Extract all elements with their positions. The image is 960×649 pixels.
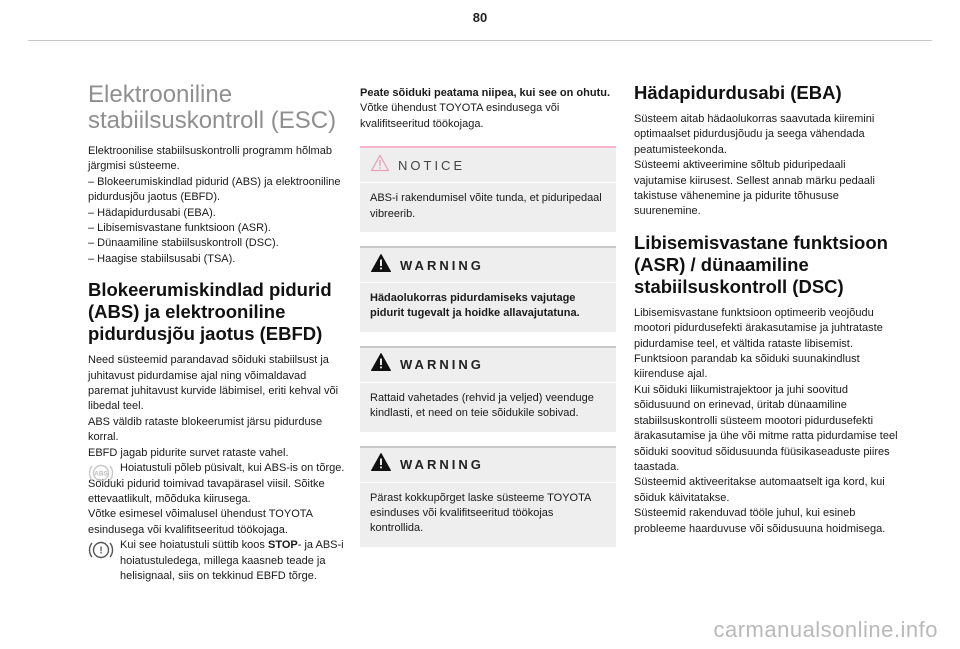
svg-text:ABS: ABS bbox=[94, 470, 108, 478]
asr-paragraph: Süsteemid rakenduvad tööle juhul, kui esineb probleeme haarduvuse või sõidusuuna hoidmisega. bbox=[634, 507, 886, 535]
warning-header bbox=[360, 348, 616, 383]
esc-intro bbox=[88, 144, 346, 267]
brake-text-pre: Kui see hoiatustuli süttib koos bbox=[120, 539, 268, 552]
warning-text: Rattaid vahetades (rehvid ja veljed) veenduge kindlasti, et need on teie sõidukile sobivad. bbox=[370, 391, 594, 420]
abs-warning-text: Hoiatustuli põleb püsivalt, kui ABS-is on tõrge. bbox=[120, 462, 345, 475]
top-divider bbox=[28, 40, 932, 41]
notice-box bbox=[360, 146, 616, 232]
brake-warning-line bbox=[88, 538, 346, 584]
abs-warning-line bbox=[88, 461, 346, 476]
intro-line: – Haagise stabiilsusabi (TSA). bbox=[88, 252, 236, 265]
notice-text: ABS-i rakendumisel võite tunda, et piduripedaal vibreerib. bbox=[370, 192, 602, 220]
warning-header bbox=[360, 248, 616, 283]
warning-triangle-icon bbox=[370, 352, 392, 377]
column-right bbox=[634, 82, 898, 537]
esc-title: Elektrooniline stabiilsuskontroll (ESC) bbox=[88, 81, 337, 134]
warning-text: Pärast kokkupõrget laske süsteeme TOYOTA esinduses või kvalifitseeritud töökojas kontrollida. bbox=[370, 491, 591, 535]
notice-triangle-icon bbox=[370, 154, 390, 177]
stop-label: STOP bbox=[267, 539, 298, 552]
contact-instruction: Võtke ühendust TOYOTA esindusega või kvalifitseeritud töökojaga. bbox=[360, 102, 560, 130]
asr-paragraph: Kui sõiduki liikumistrajektoor ja juhi soovitud sõidusuund on erinevad, üritab dünaamiline stabiilsuskontrolli süsteem mootori pidurdusefekti ärakasutamise ja ühe või mitme ratta pidurdamise teel sõiduki soovitud sõidusuunda füüsikaseaduste piires taastada. bbox=[634, 383, 898, 473]
eba-paragraph: Süsteem aitab hädaolukorras saavutada kiiremini optimaalset pidurdusjõudu ja seega vähendada peatumisteekonda. bbox=[634, 113, 875, 156]
asr-dsc-title: Libisemisvastane funktsioon (ASR) / dünaamiline stabiilsuskontroll (DSC) bbox=[634, 231, 888, 297]
brake-text-post: - ja ABS-i hoiatustuledega, millega kaasneb teade ja helisignaal, siis on tekkinud EBFD tõrge. bbox=[120, 539, 344, 582]
watermark: carmanualsonline.info bbox=[713, 617, 938, 642]
column-left bbox=[88, 82, 346, 584]
abs-paragraph: Võtke esimesel võimalusel ühendust TOYOTA esindusega või kvalifitseeritud töökojaga. bbox=[88, 508, 313, 536]
abs-title: Blokeerumiskindlad pidurid (ABS) ja elektrooniline pidurdusjõu jaotus (EBFD) bbox=[88, 279, 332, 345]
intro-line: – Libisemisvastane funktsioon (ASR). bbox=[88, 222, 271, 235]
intro-line: – Blokeerumiskindlad pidurid (ABS) ja elektrooniline pidurdusjõu jaotus (EBFD). bbox=[88, 175, 341, 204]
warning-triangle-icon bbox=[370, 253, 392, 278]
column-middle bbox=[360, 86, 616, 547]
intro-line: Elektroonilise stabiilsuskontrolli programm hõlmab järgmisi süsteeme. bbox=[88, 145, 332, 173]
intro-line: – Hädapidurdusabi (EBA). bbox=[88, 206, 216, 219]
abs-warning-light-icon bbox=[88, 461, 114, 490]
asr-paragraph: Süsteemid aktiveeritakse automaatselt iga kord, kui sõiduk käivitatakse. bbox=[634, 476, 885, 504]
page-number: 80 bbox=[472, 10, 488, 25]
intro-line: – Dünaamiline stabiilsuskontroll (DSC). bbox=[88, 237, 279, 250]
warning-box-3 bbox=[360, 446, 616, 547]
notice-title: NOTICE bbox=[398, 157, 466, 173]
stop-instruction: Peate sõiduki peatama niipea, kui see on ohutu. bbox=[360, 87, 611, 99]
abs-paragraph: Sõiduki pidurid toimivad tavapärasel viisil. Sõitke ettevaatlikult, mõõduka kiirusega. bbox=[88, 477, 325, 505]
abs-paragraph: Need süsteemid parandavad sõiduki stabiilsust ja juhitavust pidurdamise ajal ning võimaldavad paremat juhitavust kurvide läbimisel, eriti kehval või libedal teel. bbox=[88, 354, 339, 413]
warning-triangle-icon bbox=[370, 452, 392, 477]
brake-warning-text bbox=[120, 538, 346, 584]
warning-header bbox=[360, 448, 616, 483]
abs-paragraph: ABS väldib rataste blokeerumist järsu pidurduse korral. bbox=[88, 415, 323, 444]
warning-title: WARNING bbox=[400, 357, 484, 373]
brake-warning-light-icon bbox=[88, 538, 114, 567]
warning-title: WARNING bbox=[400, 257, 484, 273]
notice-header bbox=[360, 148, 616, 183]
warning-box-2 bbox=[360, 346, 616, 432]
warning-title: WARNING bbox=[400, 457, 484, 473]
eba-title: Hädapidurdusabi (EBA) bbox=[634, 82, 842, 103]
eba-paragraph: Süsteemi aktiveerimine sõltub piduripedaali vajutamise kiirusest. Sellest annab märku pedaali takistuse vähenemine ja pidurite tõhususe suurenemine. bbox=[634, 159, 875, 218]
abs-paragraph: EBFD jagab pidurite survet rataste vahel. bbox=[88, 446, 289, 459]
asr-paragraph: Libisemisvastane funktsioon optimeerib veojõudu mootori pidurdusefekti ärakasutamise ja juhtrataste pidurdamise teel, et vältida rataste libisemist. Funktsioon parandab ka sõiduki suunakindlust kiirenduse ajal. bbox=[634, 306, 883, 381]
warning-text: Hädaolukorras pidurdamiseks vajutage pidurit tugevalt ja hoidke allavajutatuna. bbox=[370, 292, 580, 320]
warning-box-1 bbox=[360, 246, 616, 332]
svg-text:!: ! bbox=[99, 545, 103, 557]
